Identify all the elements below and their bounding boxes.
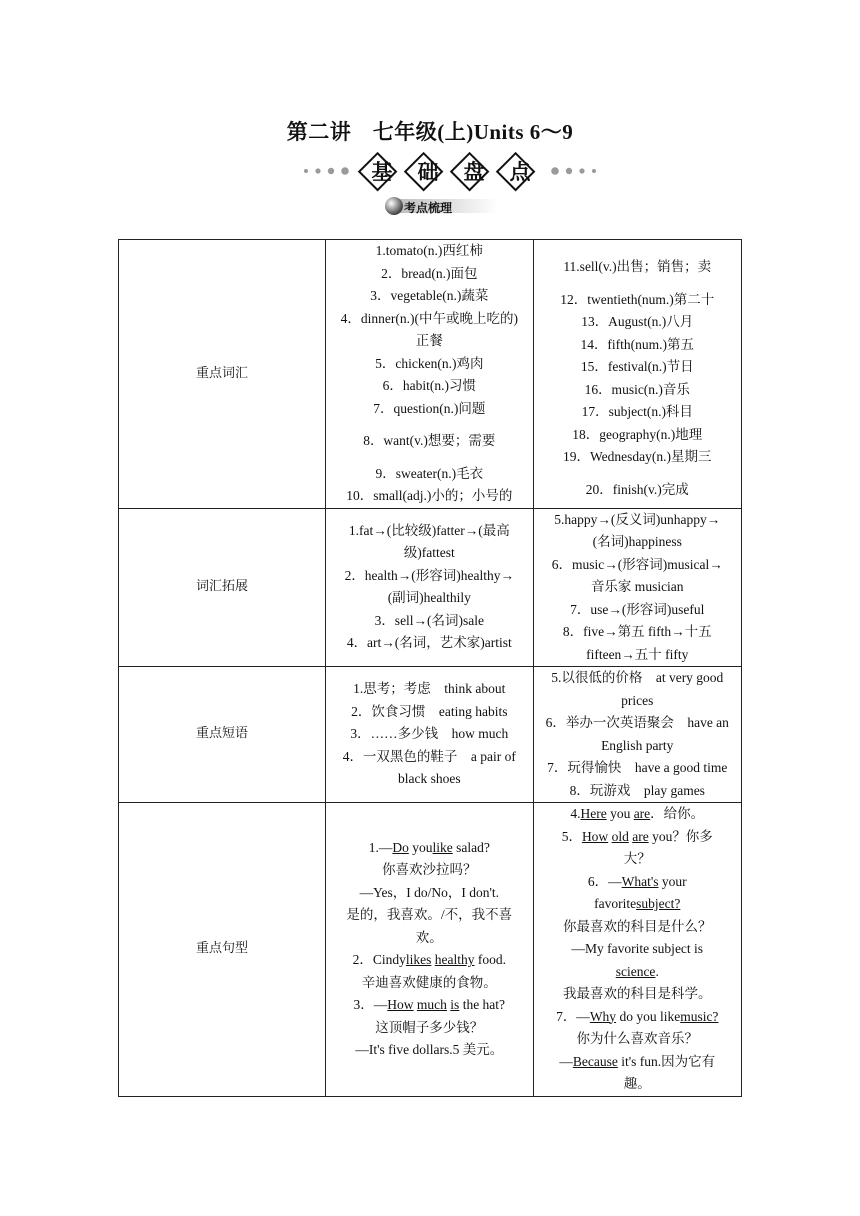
table-row	[119, 240, 742, 509]
list-item: 10．small(adj.)小的；小号的	[346, 488, 513, 503]
list-item: 级)fattest	[403, 545, 455, 561]
list-item: 11.sell(v.)出售；销售；卖	[563, 259, 712, 275]
list-item: 9．sweater(n.)毛衣	[375, 465, 484, 481]
list-item: 14．fifth(num.)第五	[580, 336, 695, 352]
table-row	[119, 803, 742, 1097]
list-item: 6．举办一次英语聚会 have an	[545, 715, 729, 730]
banner-diamond-4	[497, 153, 534, 190]
list-item: 1.思考；考虑 think about	[353, 681, 506, 697]
sentence-cell-left	[326, 803, 533, 1097]
vocab-cell-right	[533, 240, 741, 509]
list-item: (名词)happiness	[592, 534, 682, 549]
list-item: fifteen→五十 fifty	[586, 646, 689, 662]
list-item: 1.tomato(n.)西红柿	[375, 243, 483, 258]
list-item: 4．art→(名词，艺术家)artist	[346, 635, 512, 651]
list-item: 大？	[623, 851, 651, 866]
list-item: 欢。	[415, 929, 443, 945]
list-item: 6．—What's your	[587, 873, 687, 889]
list-item: 13．August(n.)八月	[581, 314, 694, 330]
vocab-cell-left	[326, 240, 533, 509]
section-banner	[300, 150, 600, 192]
list-item: 18．geography(n.)地理	[572, 426, 703, 442]
list-item: 正餐	[415, 333, 443, 348]
list-item: science.	[615, 963, 659, 979]
list-item: —Because it's fun.因为它有	[559, 1053, 716, 1069]
list-item: 15．festival(n.)节日	[580, 359, 694, 375]
expansion-cell-left	[326, 508, 533, 667]
list-item: 8．玩游戏 play games	[569, 782, 705, 798]
list-item: 6．habit(n.)习惯	[382, 378, 476, 393]
row-category: 重点句型	[119, 803, 326, 1097]
list-item: 2．bread(n.)面包	[381, 265, 478, 281]
sentence-cell-right	[533, 803, 741, 1097]
banner-char-1: 基	[371, 160, 393, 184]
list-item: —Yes，I do/No，I don't.	[359, 884, 500, 900]
list-item: 4.Here you are．给你。	[570, 806, 705, 821]
list-item: English party	[601, 737, 674, 753]
list-item: 6．music→(形容词)musical→	[551, 556, 723, 572]
list-item: 这顶帽子多少钱？	[375, 1019, 484, 1035]
page-title: 第二讲 七年级(上)Units 6～9	[286, 120, 574, 144]
banner-dots-right	[551, 167, 596, 175]
row-category: 重点词汇	[119, 240, 326, 509]
list-item: favoritesubject?	[594, 896, 681, 911]
list-item: 3．……多少钱 how much	[350, 726, 509, 742]
list-item: 2．health→(形容词)healthy→	[344, 567, 515, 583]
list-item: 4．dinner(n.)(中午或晚上吃的)	[340, 310, 518, 326]
expansion-cell-right	[533, 508, 741, 667]
list-item: 20．finish(v.)完成	[585, 481, 689, 497]
list-item: 3．—How much is the hat?	[353, 997, 506, 1013]
banner-dots-left	[304, 167, 349, 175]
list-item: 5.以很低的价格 at very good	[551, 670, 724, 685]
list-item: 7．use→(形容词)useful	[570, 601, 705, 617]
list-item: 19．Wednesday(n.)星期三	[563, 449, 712, 465]
section-label: 考点梳理	[404, 201, 453, 215]
badge-ball-icon	[385, 197, 403, 215]
table-row	[119, 667, 742, 803]
list-item: 8．five→第五 fifth→十五	[562, 624, 712, 639]
banner-diamond-2	[405, 153, 442, 190]
list-item: 7．question(n.)问题	[373, 400, 486, 416]
phrase-cell-right	[533, 667, 741, 803]
row-category: 词汇拓展	[119, 508, 326, 667]
list-item: black shoes	[398, 771, 461, 787]
list-item: 2．饮食习惯 eating habits	[351, 703, 508, 719]
list-item: 我最喜欢的科目是科学。	[563, 986, 712, 1001]
banner-diamond-3	[451, 153, 488, 190]
list-item: 1.fat→(比较级)fatter→(最高	[348, 522, 510, 538]
list-item: 12．twentieth(num.)第二十	[560, 291, 715, 307]
list-item: 16．music(n.)音乐	[584, 381, 690, 397]
list-item: 你为什么喜欢音乐？	[576, 1031, 698, 1046]
banner-diamond-1	[359, 153, 396, 190]
banner-char-2: 础	[417, 160, 439, 184]
phrase-cell-left	[326, 667, 533, 803]
list-item: 5．chicken(n.)鸡肉	[375, 355, 484, 371]
list-item: 你最喜欢的科目是什么？	[563, 918, 712, 934]
banner-char-4: 点	[509, 160, 531, 184]
list-item: 2．Cindylikes healthy food.	[352, 952, 506, 968]
list-item: —It's five dollars.5 美元。	[355, 1042, 504, 1058]
list-item: 5.happy→(反义词)unhappy→	[554, 511, 721, 527]
list-item: 8．want(v.)想要；需要	[363, 433, 496, 448]
list-item: 1.—Do youlike salad?	[368, 839, 490, 855]
list-item: 你喜欢沙拉吗？	[382, 862, 477, 878]
list-item: 辛迪喜欢健康的食物。	[361, 974, 497, 990]
list-item: 7．—Why do you likemusic?	[556, 1008, 719, 1024]
banner-char-3: 盘	[463, 160, 485, 184]
list-item: 5．How old are you？你多	[561, 828, 713, 844]
list-item: 趣。	[623, 1076, 651, 1091]
list-item: 17．subject(n.)科目	[581, 404, 693, 420]
row-category: 重点短语	[119, 667, 326, 803]
list-item: 7．玩得愉快 have a good time	[547, 760, 728, 775]
list-item: 4．一双黑色的鞋子 a pair of	[342, 748, 516, 764]
list-item: 3．sell→(名词)sale	[374, 612, 485, 628]
list-item: 3．vegetable(n.)蔬菜	[370, 288, 489, 303]
list-item: 是的，我喜欢。/不，我不喜	[346, 907, 513, 923]
list-item: 音乐家 musician	[590, 579, 684, 594]
table-row	[119, 508, 742, 667]
list-item: prices	[621, 692, 654, 708]
list-item: (副词)healthily	[387, 590, 471, 606]
list-item: —My favorite subject is	[571, 941, 704, 956]
knowledge-table	[118, 239, 742, 1097]
